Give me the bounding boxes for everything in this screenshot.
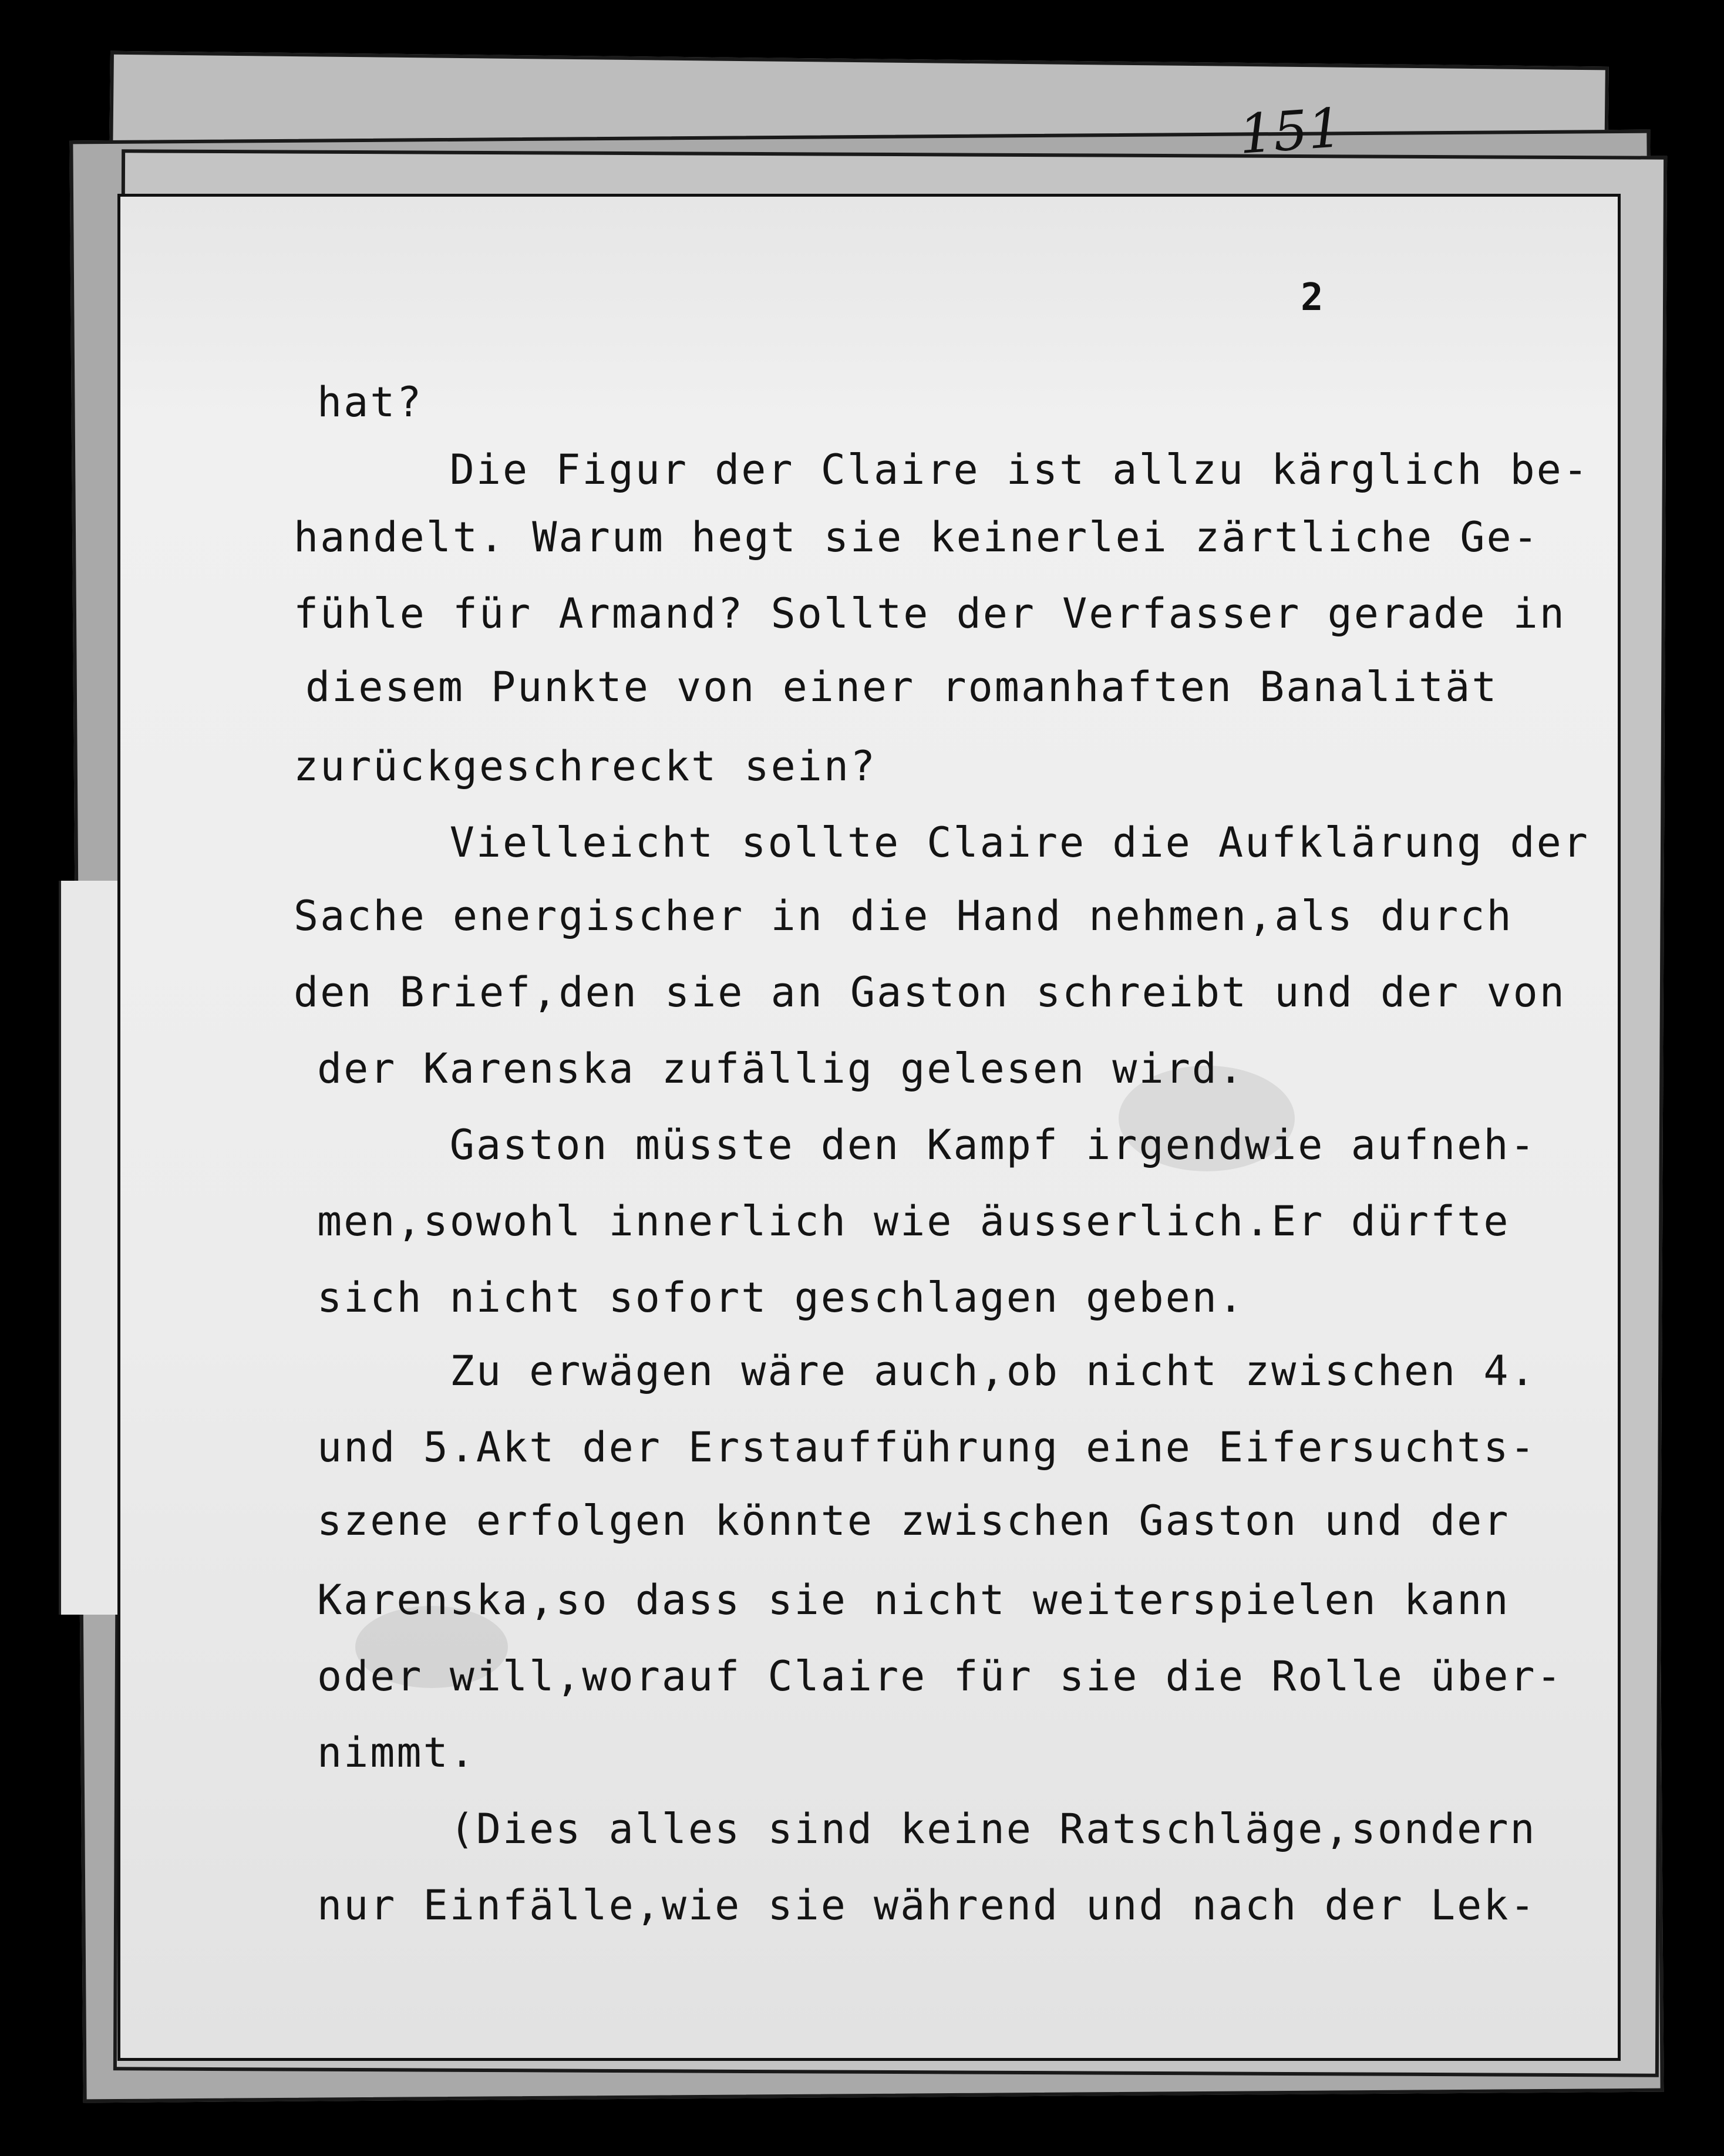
handwritten-folio-number: 151 — [1237, 96, 1345, 166]
text-line: diesem Punkte von einer romanhaften Banalität — [305, 663, 1499, 711]
text-line: sich nicht sofort geschlagen geben. — [317, 1274, 1245, 1322]
text-line: Karenska,so dass sie nicht weiterspielen kann — [317, 1576, 1510, 1624]
text-line: (Dies alles sind keine Ratschläge,sondern — [317, 1805, 1537, 1853]
text-line: handelt. Warum hegt sie keinerlei zärtliche Ge- — [294, 513, 1540, 561]
page-edge-strip — [59, 881, 126, 1615]
text-line: zurückgeschreckt sein? — [294, 742, 877, 790]
text-line: Vielleicht sollte Claire die Aufklärung der — [317, 818, 1590, 867]
text-line: Die Figur der Claire ist allzu kärglich be- — [317, 446, 1590, 494]
text-line: fühle für Armand? Sollte der Verfasser gerade in — [294, 589, 1566, 638]
text-line: Gaston müsste den Kampf irgendwie aufneh- — [317, 1121, 1537, 1169]
text-line: hat? — [317, 378, 423, 426]
text-line: der Karenska zufällig gelesen wird. — [317, 1045, 1245, 1093]
text-line: und 5.Akt der Erstaufführung eine Eifersuchts- — [317, 1423, 1537, 1471]
text-line: Zu erwägen wäre auch,ob nicht zwischen 4. — [317, 1347, 1537, 1395]
text-line: Sache energischer in die Hand nehmen,als durch — [294, 892, 1513, 940]
text-line: nur Einfälle,wie sie während und nach der Lek- — [317, 1881, 1537, 1929]
page-number: 2 — [1301, 276, 1324, 319]
text-line: nimmt. — [317, 1729, 476, 1777]
text-line: men,sowohl innerlich wie äusserlich.Er dürfte — [317, 1197, 1510, 1245]
text-line: oder will,worauf Claire für sie die Rolle über- — [317, 1652, 1563, 1700]
text-line: den Brief,den sie an Gaston schreibt und der von — [294, 968, 1566, 1016]
text-line: szene erfolgen könnte zwischen Gaston und der — [317, 1497, 1510, 1545]
